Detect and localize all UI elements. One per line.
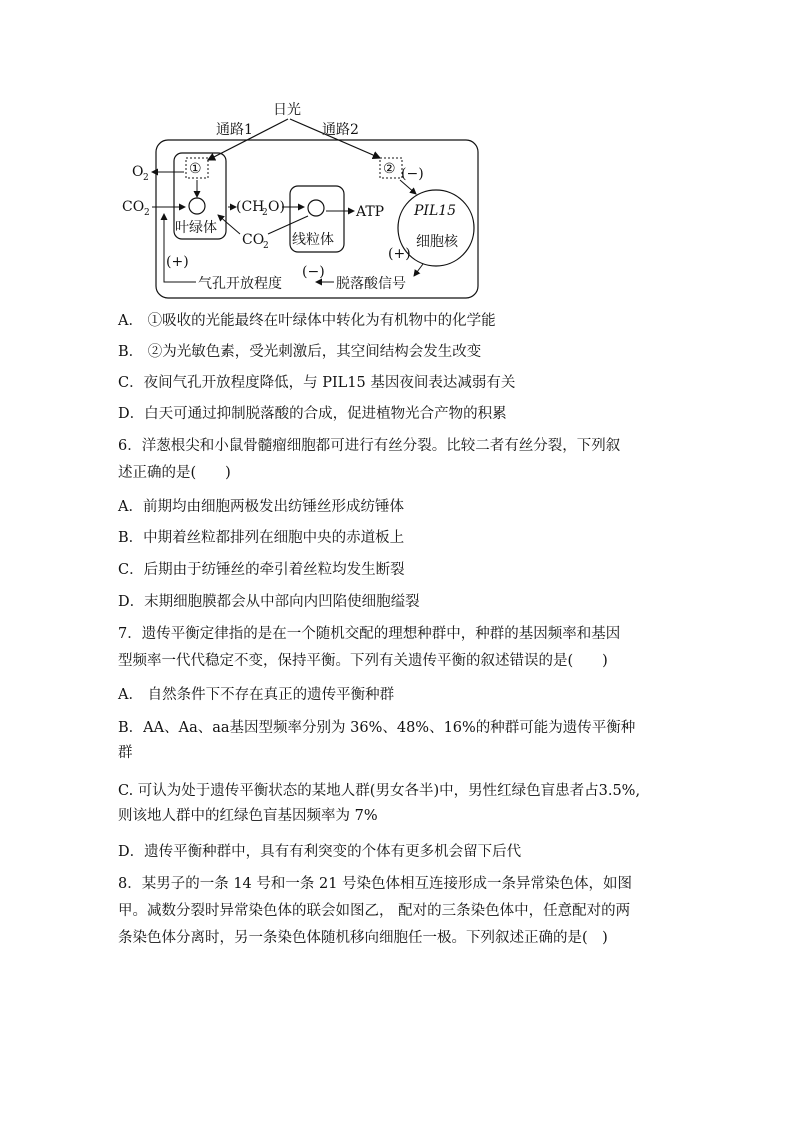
pathway2-label: 通路2	[322, 122, 359, 138]
aba-label: 脱落酸信号	[336, 276, 406, 292]
q8-stem-line3: 条染色体分离时，另一条染色体随机移向细胞任一极。下列叙述正确的是( )	[118, 930, 608, 946]
chloroplast-label: 叶绿体	[175, 220, 217, 236]
o2-label: O	[132, 164, 144, 180]
q8-stem-line1: 8．某男子的一条 14 号和一条 21 号染色体相互连接形成一条异常染色体，如图	[118, 876, 633, 892]
svg-text:2: 2	[262, 208, 268, 218]
co2-in-label: CO	[122, 199, 145, 215]
minus-top-label: (−)	[401, 166, 424, 182]
minus-bottom-label: (−)	[302, 264, 325, 280]
q7-option-b-line2: 群	[118, 745, 133, 761]
chloroplast-cycle	[189, 198, 205, 214]
pil15-label: PIL15	[414, 203, 457, 219]
mito-co2-label: CO	[242, 232, 265, 248]
q5-option-a: A． ①吸收的光能最终在叶绿体中转化为有机物中的化学能	[118, 313, 496, 329]
q6-option-b: B．中期着丝粒都排列在细胞中央的赤道板上	[118, 530, 405, 546]
q7-stem-line1: 7．遗传平衡定律指的是在一个随机交配的理想种群中，种群的基因频率和基因	[118, 626, 621, 642]
q5-option-c: C．夜间气孔开放程度降低，与 PIL15 基因夜间表达减弱有关	[118, 375, 516, 391]
plus-left-label: (+)	[166, 254, 189, 270]
nucleus-label: 细胞核	[416, 234, 458, 250]
marker1-label: ①	[189, 161, 202, 177]
q5-option-d: D．白天可通过抑制脱落酸的合成，促进植物光合产物的积累	[118, 406, 507, 422]
q6-stem-line1: 6．洋葱根尖和小鼠骨髓瘤细胞都可进行有丝分裂。比较二者有丝分裂，下列叙	[118, 438, 621, 454]
stomata-label: 气孔开放程度	[198, 276, 282, 292]
q7-stem-line2: 型频率一代代稳定不变，保持平衡。下列有关遗传平衡的叙述错误的是( )	[118, 653, 608, 669]
q7-option-a: A． 自然条件下不存在真正的遗传平衡种群	[118, 687, 395, 703]
svg-text:O): O)	[268, 199, 285, 215]
atp-label: ATP	[356, 204, 385, 220]
svg-text:2: 2	[263, 241, 269, 251]
q7-option-c-line1: C. 可认为处于遗传平衡状态的某地人群(男女各半)中，男性红绿色盲患者占3.5%,	[118, 783, 641, 799]
sunlight-label: 日光	[273, 102, 301, 118]
q6-option-c: C．后期由于纺锤丝的牵引着丝粒均发生断裂	[118, 562, 405, 578]
ch2o-label: (CH	[236, 199, 265, 215]
pathway1-label: 通路1	[216, 122, 253, 138]
marker2-label: ②	[383, 161, 396, 177]
svg-text:2: 2	[143, 173, 149, 183]
svg-text:2: 2	[144, 208, 150, 218]
plus-nucleus-label: (+)	[388, 246, 411, 262]
mitochondria-cycle	[308, 200, 324, 216]
q7-option-b-line1: B．AA、Aa、aa基因型频率分别为 36%、48%、16%的种群可能为遗传平衡种	[118, 720, 636, 736]
q7-option-c-line2: 则该地人群中的红绿色盲基因频率为 7%	[118, 808, 378, 824]
q5-option-b: B． ②为光敏色素，受光刺激后，其空间结构会发生改变	[118, 344, 482, 360]
q6-stem-line2: 述正确的是( )	[118, 465, 231, 481]
mitochondria-label: 线粒体	[292, 232, 334, 248]
photosynthesis-regulation-diagram	[118, 96, 498, 306]
q6-option-a: A．前期均由细胞两极发出纺锤丝形成纺锤体	[118, 499, 404, 515]
q7-option-d: D．遗传平衡种群中，具有有利突变的个体有更多机会留下后代	[118, 844, 522, 860]
q8-stem-line2: 甲。减数分裂时异常染色体的联会如图乙， 配对的三条染色体中，任意配对的两	[118, 903, 631, 919]
q6-option-d: D．末期细胞膜都会从中部向内凹陷使细胞缢裂	[118, 594, 420, 610]
